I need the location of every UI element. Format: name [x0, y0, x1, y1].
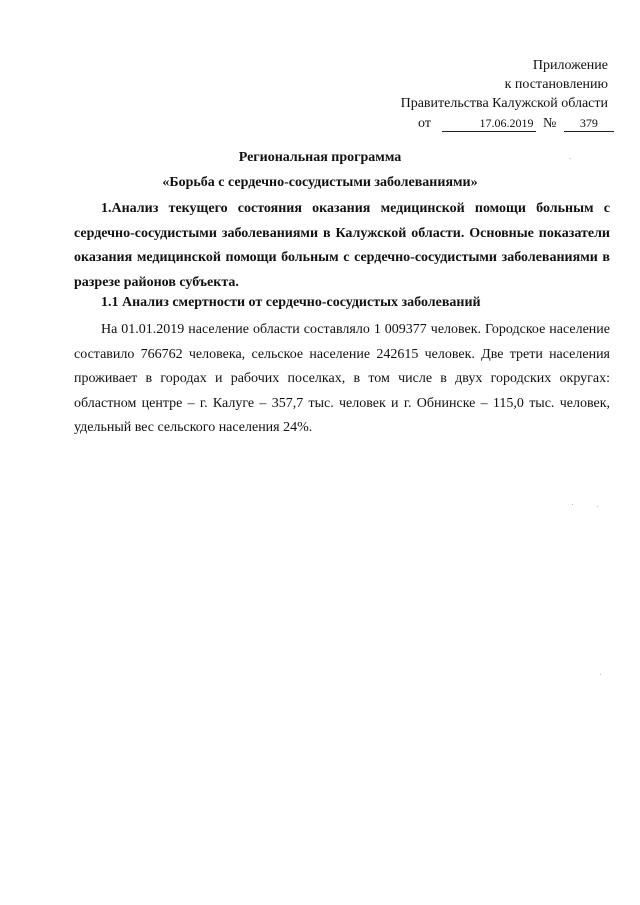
scan-speck [570, 158, 571, 159]
date-label: от [418, 116, 431, 131]
resolution-number: 379 [564, 116, 614, 132]
attachment-header [401, 56, 608, 113]
subsection-1-1-heading: 1.1 Анализ смертности от сердечно-сосудистых заболеваний [101, 295, 481, 310]
scan-speck [600, 674, 601, 675]
subsection-1-1-paragraph: На 01.01.2019 население области составляло 1 009377 человек. Городское население составило 766762 человека, сельское население 242615 человек. Две трети населения проживает в городах и рабочих поселках, в том числе в двух городских округах: областном центре – г. Калуге – 357,7 тыс. человек и г. Обнинске – 115,0 тыс. человек, удельный вес сельского населения 24%. [74, 322, 610, 435]
section-1-heading: 1.Анализ текущего состояния оказания медицинской помощи больным с сердечно-сосудистыми заболеваниями в Калужской области. Основные показатели оказания медицинской помощи больным с сердечно-сосудистыми заболеваниями в разрезе районов субъекта. [74, 201, 610, 290]
scan-speck [597, 506, 598, 507]
resolution-date: 17.06.2019 [442, 116, 536, 132]
number-label: № [543, 116, 557, 131]
resolution-date-number [418, 116, 614, 132]
program-title: Региональная программа [238, 150, 402, 165]
scan-speck [572, 504, 573, 505]
header-line-resolution: к постановлению [504, 77, 608, 92]
header-line-government: Правительства Калужской области [400, 96, 608, 111]
header-line-attachment: Приложение [532, 58, 608, 73]
program-name: «Борьба с сердечно-сосудистыми заболеваниями» [162, 175, 478, 190]
